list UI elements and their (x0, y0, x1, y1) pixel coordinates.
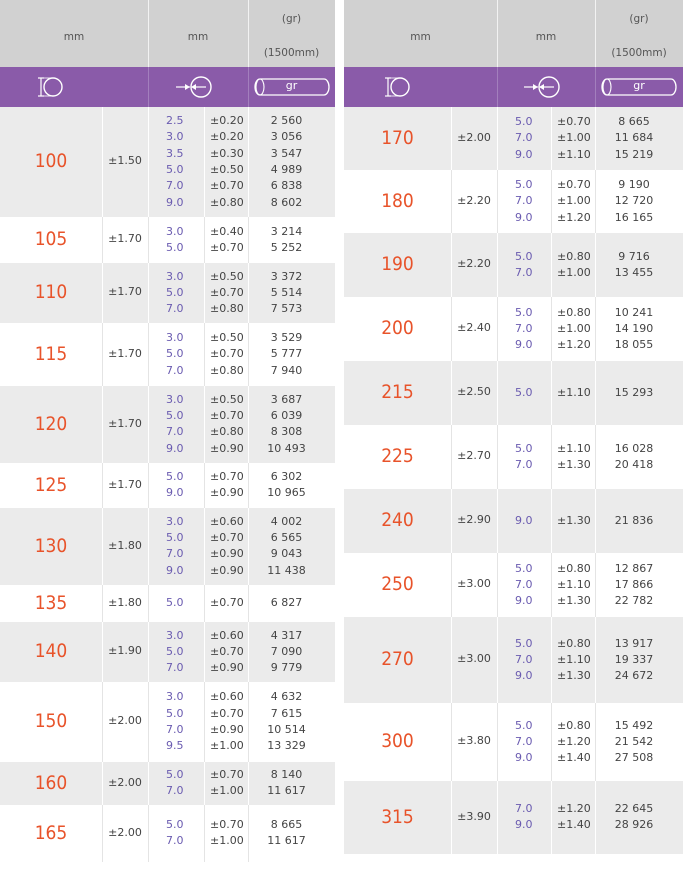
weight-value: 3 687 (270, 392, 303, 406)
weight-value: 16 165 (614, 210, 654, 224)
weight-value: 21 542 (614, 734, 654, 748)
outer-diameter: 100 (34, 150, 68, 172)
wall-thickness: 9.0 (515, 818, 533, 832)
wall-tolerance: ±0.80 (210, 363, 244, 377)
weight-value: 4 002 (270, 514, 303, 528)
weight-value: 4 632 (270, 690, 303, 704)
wall-thickness: 7.0 (166, 179, 184, 193)
table-row (344, 489, 683, 553)
wall-thickness: 3.0 (166, 690, 184, 704)
outer-diameter: 225 (381, 445, 414, 467)
weight-value: 3 214 (270, 224, 303, 238)
wall-tolerance: ±0.90 (210, 547, 244, 561)
weight-value: 8 665 (270, 818, 303, 832)
wall-tolerance: ±1.20 (557, 338, 591, 352)
wall-tolerance: ±0.70 (210, 285, 244, 299)
diameter-tolerance: ±1.70 (108, 232, 142, 245)
table-row (0, 463, 335, 508)
wall-thickness: 7.0 (515, 457, 533, 471)
wall-thickness: 7.0 (515, 131, 533, 145)
tube-icon-label: gr (633, 79, 645, 92)
wall-tolerance: ±0.80 (210, 425, 244, 439)
weight-value: 6 039 (270, 409, 303, 423)
weight-value: 22 782 (614, 594, 654, 608)
diameter-unit-label: mm (410, 31, 431, 43)
wall-tolerance: ±1.00 (210, 834, 244, 848)
weight-value: 3 529 (270, 331, 303, 345)
wall-thickness: 9.0 (515, 513, 533, 527)
outer-diameter: 130 (34, 534, 68, 557)
wall-thickness: 5.0 (166, 596, 184, 610)
weight-value: 20 418 (614, 457, 654, 471)
wall-thickness: 9.0 (515, 210, 533, 224)
table-row (0, 263, 335, 323)
weight-value: 9 716 (618, 249, 650, 263)
diameter-tolerance: ±3.00 (457, 577, 491, 590)
weight-value: 11 617 (267, 834, 306, 848)
table-row (0, 805, 335, 862)
wall-tolerance: ±0.70 (210, 818, 244, 832)
wall-thickness: 3.0 (166, 130, 184, 144)
weight-value: 6 827 (270, 596, 303, 610)
weight-value: 2 560 (270, 114, 303, 128)
icon-row (344, 67, 683, 107)
diameter-tolerance: ±1.50 (108, 154, 142, 167)
wall-thickness: 5.0 (166, 162, 184, 176)
weight-value: 11 617 (267, 784, 306, 798)
wall-tolerance: ±0.80 (210, 195, 244, 209)
weight-value: 9 779 (270, 661, 303, 675)
table-row (344, 781, 683, 854)
diameter-tolerance: ±2.40 (457, 321, 491, 334)
tube-weight-icon (252, 76, 332, 102)
weight-value: 7 090 (270, 644, 303, 658)
wall-thickness: 7.0 (515, 734, 533, 748)
outer-diameter: 270 (381, 648, 414, 670)
wall-thickness: 9.0 (166, 441, 184, 455)
diameter-tolerance: ±1.70 (108, 346, 142, 360)
wall-tolerance: ±0.80 (210, 302, 244, 316)
wall-thickness: 7.0 (166, 661, 184, 675)
wall-tolerance: ±0.90 (210, 486, 244, 500)
weight-unit-label: (gr) (629, 13, 649, 25)
tube-icon-label: gr (285, 79, 298, 92)
icon-row (0, 67, 335, 107)
wall-tolerance: ±0.60 (210, 628, 244, 642)
wall-tolerance: ±0.60 (210, 690, 244, 704)
wall-tolerance: ±0.70 (210, 179, 244, 193)
wall-thickness: 5.0 (515, 561, 533, 575)
wall-tolerance: ±0.70 (210, 596, 244, 610)
wall-tolerance: ±1.30 (557, 594, 591, 608)
weight-value: 13 329 (267, 739, 306, 753)
wall-tolerance: ±0.50 (210, 392, 244, 406)
length-label: (1500mm) (263, 47, 320, 59)
wall-tolerance: ±0.70 (210, 768, 244, 782)
outer-diameter: 125 (34, 473, 68, 496)
wall-tolerance: ±0.80 (557, 718, 591, 732)
wall-tolerance: ±0.90 (210, 441, 244, 455)
table-header (0, 0, 335, 67)
wall-thickness: 9.0 (515, 338, 533, 352)
wall-thickness: 7.0 (166, 425, 184, 439)
wall-tolerance: ±0.50 (210, 162, 244, 176)
weight-value: 11 684 (614, 131, 654, 145)
weight-value: 9 190 (618, 178, 650, 192)
length-label: (1500mm) (611, 47, 667, 59)
weight-value: 8 308 (270, 425, 303, 439)
wall-thickness: 7.0 (515, 321, 533, 335)
wall-thickness: 9.0 (166, 563, 184, 577)
weight-value: 8 602 (270, 195, 303, 209)
wall-thickness: 5.0 (166, 285, 184, 299)
outer-diameter: 300 (381, 730, 414, 752)
wall-tolerance: ±1.00 (557, 321, 591, 335)
weight-unit-label: (gr) (281, 13, 302, 25)
diameter-tolerance: ±1.80 (108, 595, 142, 609)
wall-tolerance: ±0.70 (557, 115, 591, 129)
tube-weight-icon (599, 76, 679, 102)
wall-tolerance: ±0.40 (210, 224, 244, 238)
weight-value: 6 838 (270, 179, 303, 193)
wall-thickness: 5.0 (515, 636, 533, 650)
weight-value: 16 028 (614, 441, 654, 455)
wall-thickness: 5.0 (515, 115, 533, 129)
wall-tolerance: ±0.70 (210, 531, 244, 545)
outer-diameter: 165 (34, 821, 68, 844)
wall-tolerance: ±0.90 (210, 563, 244, 577)
table-row (344, 107, 683, 170)
wall-thickness: 9.0 (166, 195, 184, 209)
table-row (0, 585, 335, 622)
wall-thickness: 3.0 (166, 514, 184, 528)
wall-thickness: 5.0 (515, 441, 533, 455)
table-row (344, 361, 683, 425)
wall-tolerance: ±0.70 (557, 178, 591, 192)
wall-tolerance: ±0.90 (210, 722, 244, 736)
wall-tolerance: ±0.70 (210, 644, 244, 658)
wall-tolerance: ±1.00 (557, 194, 591, 208)
wall-tolerance: ±1.10 (557, 577, 591, 591)
outer-diameter: 250 (381, 573, 414, 595)
wall-tolerance: ±0.20 (210, 114, 244, 128)
weight-value: 18 055 (614, 338, 654, 352)
wall-tolerance: ±0.50 (210, 331, 244, 345)
outer-diameter: 105 (34, 228, 68, 250)
wall-tolerance: ±1.30 (557, 669, 591, 683)
diameter-tolerance: ±2.20 (457, 193, 491, 207)
wall-thickness: 7.0 (515, 194, 533, 208)
weight-value: 22 645 (614, 802, 654, 816)
table-row (0, 323, 335, 386)
outer-diameter: 140 (34, 640, 68, 662)
wall-thickness: 3.0 (166, 628, 184, 642)
wall-tolerance: ±1.00 (210, 739, 244, 753)
table-row (344, 617, 683, 703)
outer-diameter: 135 (34, 591, 68, 614)
wall-thickness: 5.0 (515, 385, 533, 399)
weight-value: 15 492 (614, 718, 654, 732)
wall-tolerance: ±0.80 (557, 636, 591, 650)
table-header (344, 0, 683, 67)
weight-value: 5 514 (270, 285, 303, 299)
outer-diameter: 170 (381, 126, 414, 149)
wall-thickness-icon (518, 72, 574, 106)
pipe-diameter-icon (380, 72, 416, 106)
wall-thickness: 9.5 (166, 739, 184, 753)
weight-value: 14 190 (614, 321, 654, 335)
wall-tolerance: ±1.10 (557, 652, 591, 666)
table-row (0, 762, 335, 805)
wall-tolerance: ±1.00 (557, 265, 591, 279)
wall-thickness: 3.5 (166, 146, 184, 160)
wall-thickness: 2.5 (166, 114, 184, 128)
wall-unit-label: mm (187, 31, 209, 43)
table-row (0, 386, 335, 463)
weight-value: 13 455 (614, 265, 654, 279)
diameter-tolerance: ±1.70 (108, 285, 142, 298)
wall-tolerance: ±1.20 (557, 210, 591, 224)
weight-value: 7 615 (270, 706, 303, 720)
table-row (344, 297, 683, 361)
wall-tolerance: ±1.00 (210, 784, 244, 798)
diameter-tolerance: ±2.20 (457, 257, 491, 270)
outer-diameter: 315 (381, 805, 414, 828)
wall-thickness: 7.0 (166, 834, 184, 848)
diameter-tolerance: ±3.90 (457, 809, 491, 823)
wall-tolerance: ±0.60 (210, 514, 244, 528)
table-row (344, 425, 683, 489)
weight-value: 3 056 (270, 130, 303, 144)
wall-thickness: 3.0 (166, 331, 184, 345)
wall-tolerance: ±0.90 (210, 661, 244, 675)
table-row (344, 703, 683, 781)
weight-value: 9 043 (270, 547, 303, 561)
wall-tolerance: ±0.80 (557, 305, 591, 319)
outer-diameter: 190 (381, 253, 414, 275)
weight-value: 3 372 (270, 269, 303, 283)
wall-tolerance: ±0.80 (557, 561, 591, 575)
weight-value: 10 493 (267, 441, 306, 455)
wall-tolerance: ±1.10 (557, 441, 591, 455)
wall-tolerance: ±0.70 (210, 706, 244, 720)
wall-thickness: 7.0 (166, 547, 184, 561)
weight-value: 10 241 (614, 305, 654, 319)
left-table (0, 0, 335, 874)
wall-thickness: 5.0 (166, 531, 184, 545)
diameter-tolerance: ±2.70 (457, 449, 491, 462)
diameter-tolerance: ±1.90 (108, 644, 142, 657)
diameter-tolerance: ±1.80 (108, 538, 142, 552)
wall-thickness: 5.0 (515, 305, 533, 319)
wall-tolerance: ±0.70 (210, 409, 244, 423)
outer-diameter: 150 (34, 710, 68, 732)
diameter-tolerance: ±2.00 (108, 714, 142, 727)
table-row (0, 622, 335, 682)
wall-tolerance: ±1.30 (557, 457, 591, 471)
weight-value: 17 866 (614, 577, 654, 591)
wall-tolerance: ±1.40 (557, 818, 591, 832)
weight-value: 12 867 (614, 561, 654, 575)
outer-diameter: 200 (381, 317, 414, 339)
wall-tolerance: ±0.20 (210, 130, 244, 144)
wall-tolerance: ±0.70 (210, 347, 244, 361)
wall-thickness: 7.0 (515, 652, 533, 666)
wall-thickness: 7.0 (166, 363, 184, 377)
table-row (0, 107, 335, 217)
weight-value: 21 836 (614, 513, 654, 527)
weight-value: 10 514 (267, 722, 306, 736)
weight-value: 6 565 (270, 531, 303, 545)
table-row (344, 233, 683, 297)
wall-thickness-icon (170, 72, 226, 106)
wall-thickness: 5.0 (166, 818, 184, 832)
wall-tolerance: ±1.20 (557, 734, 591, 748)
diameter-tolerance: ±2.00 (108, 825, 142, 839)
wall-unit-label: mm (535, 31, 557, 43)
wall-thickness: 7.0 (166, 784, 184, 798)
diameter-tolerance: ±3.80 (457, 734, 491, 747)
weight-value: 24 672 (614, 669, 654, 683)
diameter-tolerance: ±2.90 (457, 513, 491, 526)
table-row (0, 682, 335, 762)
wall-thickness: 7.0 (515, 265, 533, 279)
wall-thickness: 7.0 (166, 722, 184, 736)
table-row (0, 508, 335, 585)
wall-thickness: 5.0 (166, 706, 184, 720)
weight-value: 7 940 (270, 363, 303, 377)
wall-tolerance: ±1.10 (557, 147, 591, 161)
wall-tolerance: ±1.30 (557, 513, 591, 527)
weight-value: 15 219 (614, 147, 654, 161)
wall-thickness: 5.0 (515, 249, 533, 263)
diameter-unit-label: mm (63, 31, 85, 43)
diameter-tolerance: ±1.70 (108, 416, 142, 430)
diameter-tolerance: ±2.00 (457, 130, 491, 144)
weight-value: 8 665 (618, 115, 650, 129)
table-row (344, 170, 683, 233)
weight-value: 3 547 (270, 146, 303, 160)
outer-diameter: 115 (34, 342, 68, 365)
wall-thickness: 5.0 (166, 347, 184, 361)
weight-value: 28 926 (614, 818, 654, 832)
weight-value: 11 438 (267, 563, 306, 577)
wall-tolerance: ±0.70 (210, 470, 244, 484)
wall-tolerance: ±0.70 (210, 240, 244, 254)
weight-value: 27 508 (614, 751, 654, 765)
wall-tolerance: ±0.30 (210, 146, 244, 160)
wall-thickness: 7.0 (515, 802, 533, 816)
wall-thickness: 9.0 (166, 486, 184, 500)
weight-value: 8 140 (270, 768, 303, 782)
wall-thickness: 9.0 (515, 147, 533, 161)
wall-thickness: 5.0 (166, 768, 184, 782)
wall-thickness: 5.0 (166, 409, 184, 423)
wall-thickness: 7.0 (515, 577, 533, 591)
weight-value: 5 777 (270, 347, 303, 361)
weight-value: 7 573 (270, 302, 303, 316)
outer-diameter: 160 (34, 771, 68, 794)
wall-thickness: 5.0 (166, 240, 184, 254)
weight-value: 4 989 (270, 162, 303, 176)
outer-diameter: 110 (34, 281, 68, 303)
diameter-tolerance: ±3.00 (457, 652, 491, 665)
wall-tolerance: ±0.80 (557, 249, 591, 263)
wall-tolerance: ±1.10 (557, 385, 591, 399)
weight-value: 12 720 (614, 194, 654, 208)
right-table (344, 0, 683, 874)
wall-thickness: 3.0 (166, 224, 184, 238)
pipe-diameter-icon (33, 72, 69, 106)
wall-tolerance: ±1.00 (557, 131, 591, 145)
diameter-tolerance: ±2.50 (457, 385, 491, 398)
wall-thickness: 5.0 (515, 718, 533, 732)
outer-diameter: 180 (381, 189, 414, 212)
weight-value: 15 293 (614, 385, 654, 399)
diameter-tolerance: ±1.70 (108, 477, 142, 491)
outer-diameter: 215 (381, 381, 414, 403)
wall-thickness: 7.0 (166, 302, 184, 316)
wall-thickness: 5.0 (515, 178, 533, 192)
wall-thickness: 9.0 (515, 751, 533, 765)
outer-diameter: 120 (34, 412, 68, 435)
wall-thickness: 9.0 (515, 594, 533, 608)
wall-tolerance: ±0.50 (210, 269, 244, 283)
wall-thickness: 3.0 (166, 269, 184, 283)
weight-value: 19 337 (614, 652, 654, 666)
weight-value: 5 252 (270, 240, 303, 254)
wall-thickness: 5.0 (166, 470, 184, 484)
wall-thickness: 5.0 (166, 644, 184, 658)
diameter-tolerance: ±2.00 (108, 775, 142, 789)
wall-thickness: 3.0 (166, 392, 184, 406)
wall-thickness: 9.0 (515, 669, 533, 683)
weight-value: 13 917 (614, 636, 654, 650)
weight-value: 6 302 (270, 470, 303, 484)
weight-value: 10 965 (267, 486, 306, 500)
wall-tolerance: ±1.20 (557, 802, 591, 816)
table-row (344, 553, 683, 617)
wall-tolerance: ±1.40 (557, 751, 591, 765)
weight-value: 4 317 (270, 628, 303, 642)
outer-diameter: 240 (381, 509, 414, 531)
table-row (0, 217, 335, 263)
